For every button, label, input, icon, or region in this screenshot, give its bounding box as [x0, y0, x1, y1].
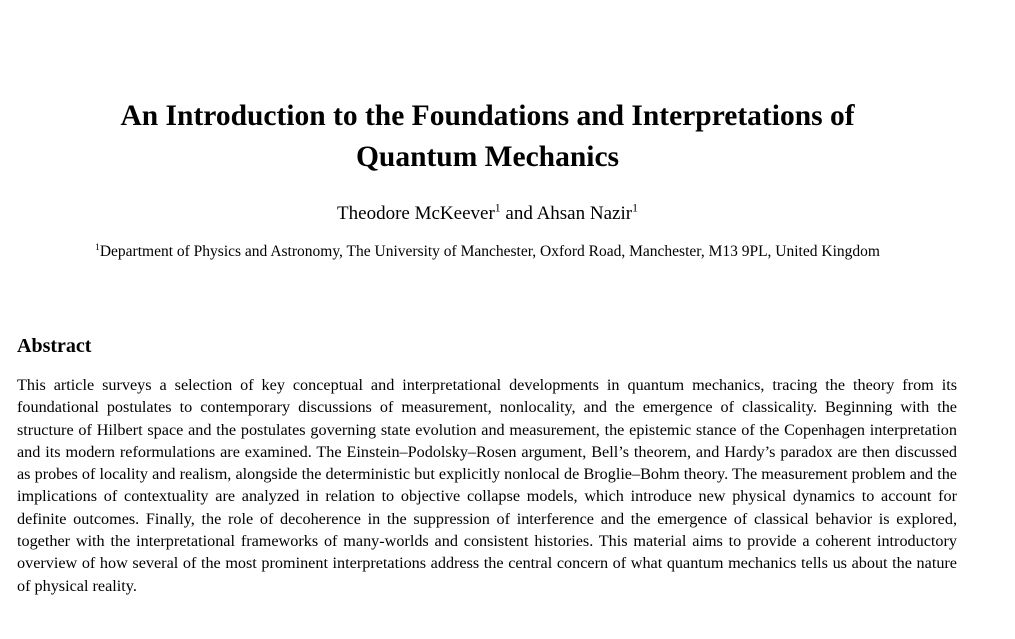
- affiliation-text: Department of Physics and Astronomy, The University of Manchester, Oxford Road, Manchester, M13 9PL, United Kingdom: [99, 243, 880, 260]
- affiliation-marker: 1: [95, 241, 100, 253]
- abstract-heading: Abstract: [17, 335, 92, 357]
- affiliation: [0, 241, 975, 263]
- abstract-text: This article surveys a selection of key conceptual and interpretational developments in quantum mechanics, tracing the theory from its foundational postulates to contemporary discussions of measurement, nonlocality, and the emergence of classicality. Beginning with the structure of Hilbert space and the postulates governing state evolution and measurement, the epistemic stance of the Copenhagen interpretation and its modern reformulations are examined. The Einstein–Podolsky–Rosen argument, Bell’s theorem, and Hardy’s paradox are then discussed as probes of locality and realism, alongside the deterministic but explicitly nonlocal de Broglie–Bohm theory. The measurement problem and the implications of contextuality are analyzed in relation to objective collapse models, which introduce new physical dynamics to account for definite outcomes. Finally, the role of decoherence in the suppression of interference and the emergence of classical behavior is explored, together with the interpretational frameworks of many-worlds and consistent histories. This material aims to provide a coherent introductory overview of how several of the most prominent interpretations address the central concern of what quantum mechanics tells us about the nature of physical reality.: [17, 376, 957, 595]
- author-affiliation-marker: 1: [632, 201, 638, 215]
- title-line-1: An Introduction to the Foundations and Interpretations of: [120, 100, 855, 132]
- author-separator: and: [500, 203, 537, 224]
- author-affiliation-marker: 1: [494, 201, 501, 215]
- author-name: Ahsan Nazir: [536, 203, 633, 224]
- title-line-2: Quantum Mechanics: [355, 141, 620, 173]
- author-name: Theodore McKeever: [337, 203, 495, 224]
- author-list: [0, 201, 975, 227]
- paper-title: [40, 96, 935, 178]
